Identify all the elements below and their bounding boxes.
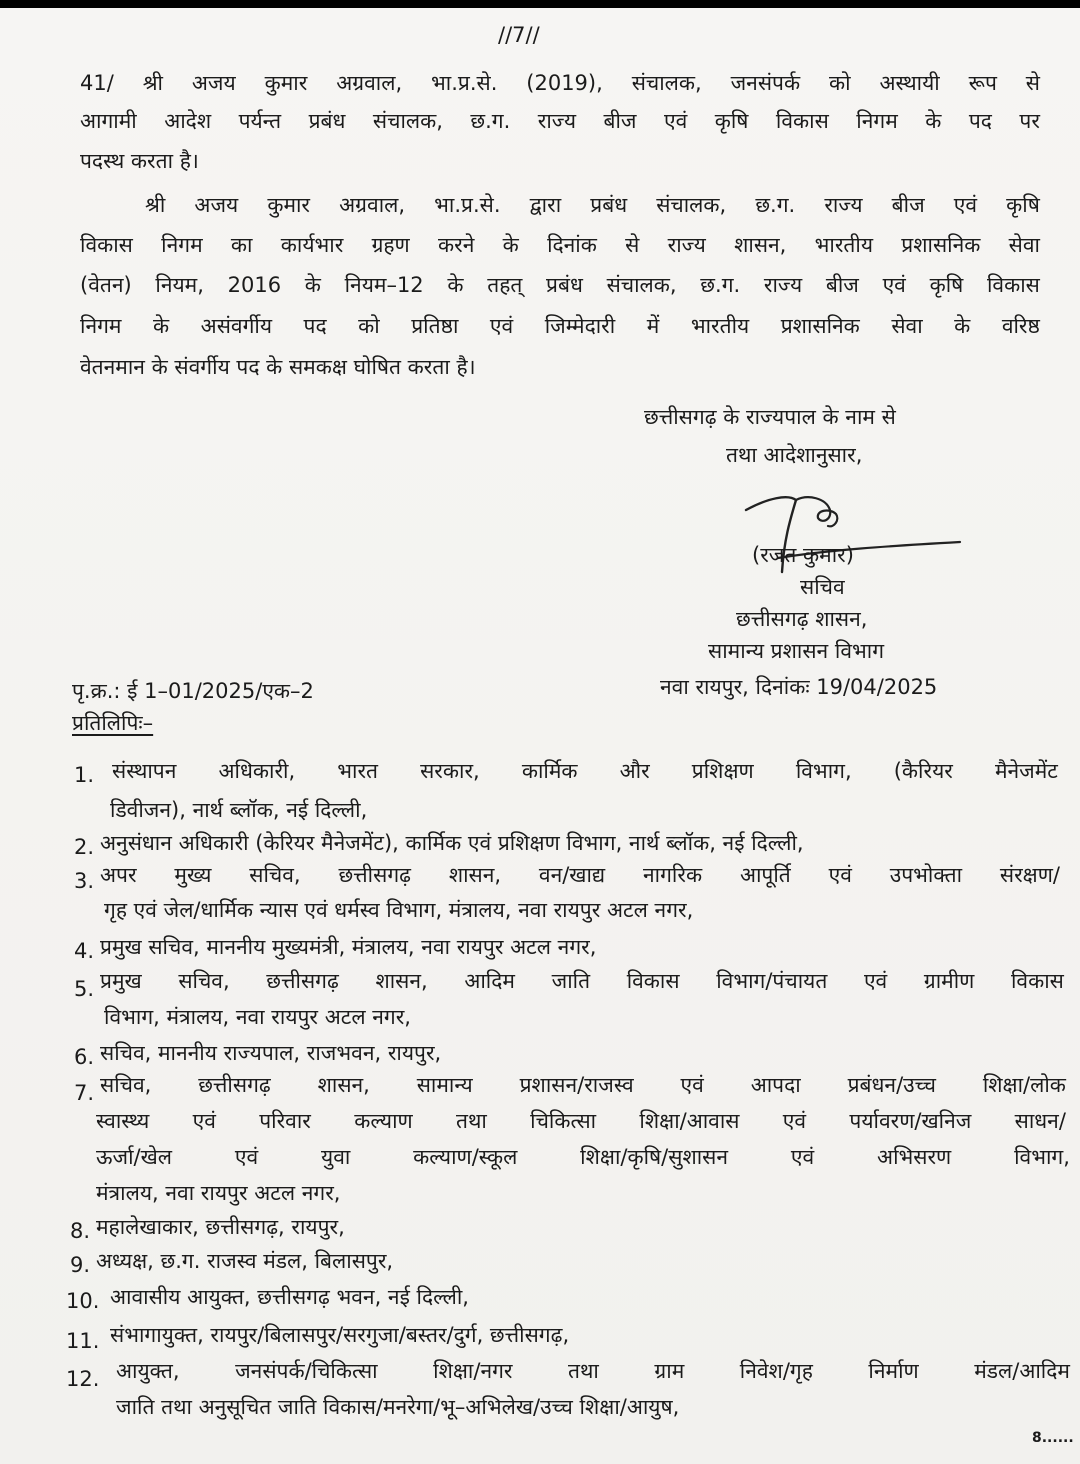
word: राज्य <box>667 233 706 257</box>
para2-line1 <box>145 190 1040 220</box>
word: निगम <box>161 233 203 257</box>
word: भारतीय <box>690 314 750 338</box>
word: श्री <box>142 71 163 95</box>
word: का <box>230 233 253 257</box>
word: निगम <box>856 109 898 133</box>
word: सचिव, <box>249 863 301 887</box>
word: शिक्षा/नगर <box>433 1359 513 1383</box>
word: वरिष्ठ <box>1001 314 1040 338</box>
word: के <box>153 314 170 338</box>
signature-scribble <box>738 480 968 590</box>
word: प्रबंधन/उच्च <box>847 1073 936 1097</box>
word: राज्य <box>537 109 577 133</box>
word: कार्मिक <box>521 759 578 783</box>
para2-line4 <box>80 311 1040 341</box>
word: संचालक, <box>631 71 702 95</box>
word: और <box>619 759 650 783</box>
word: चिकित्सा <box>530 1109 597 1133</box>
word: विकास <box>1010 969 1064 993</box>
word: निर्माण <box>868 1359 919 1383</box>
item7-line4: मंत्रालय, नवा रायपुर अटल नगर, <box>96 1181 341 1205</box>
word: भारत <box>337 759 379 783</box>
word: निगम <box>80 314 122 338</box>
item2-number: 2. <box>74 835 95 859</box>
word: सचिव, <box>100 1073 152 1097</box>
word: (कैरियर <box>893 759 953 783</box>
word: कुमार <box>267 193 311 217</box>
word: नियम, <box>155 273 204 297</box>
word: आपूर्ति <box>739 863 791 887</box>
word: तथा <box>568 1359 599 1383</box>
word: (वेतन) <box>80 273 132 297</box>
word: (2019), <box>526 71 603 95</box>
word: कल्याण/स्कूल <box>413 1145 518 1169</box>
para1-line1 <box>80 68 1040 98</box>
word: एवं <box>828 863 852 887</box>
word: नियम–12 <box>344 273 424 297</box>
item7-line2 <box>96 1106 1066 1136</box>
word: जनसंपर्क <box>730 71 801 95</box>
item5-line2: विभाग, मंत्रालय, नवा रायपुर अटल नगर, <box>104 1005 411 1029</box>
page-marker: //7// <box>498 23 540 47</box>
word: के <box>502 233 519 257</box>
word: प्रशासनिक <box>901 233 981 257</box>
word: अपर <box>100 863 137 887</box>
word: करने <box>438 233 475 257</box>
word: शिक्षा/आवास <box>639 1109 740 1133</box>
word: मैनेजमेंट <box>994 759 1058 783</box>
word: अग्रवाल, <box>339 193 406 217</box>
item9-number: 9. <box>70 1253 91 1277</box>
word: विभाग/पंचायत <box>716 969 828 993</box>
word: प्रशिक्षण <box>691 759 754 783</box>
word: पद <box>303 314 327 338</box>
word: से <box>625 233 640 257</box>
item11-number: 11. <box>66 1329 100 1353</box>
item3-line2: गृह एवं जेल/धार्मिक न्यास एवं धर्मस्व विभाग, मंत्रालय, नवा रायपुर अटल नगर, <box>104 898 694 922</box>
word: 41/ <box>80 71 114 95</box>
word: एवं <box>790 1145 815 1169</box>
item12-line1 <box>116 1356 1070 1386</box>
item11-line1: संभागायुक्त, रायपुर/बिलासपुर/सरगुजा/बस्तर/दुर्ग, छत्तीसगढ़, <box>110 1323 570 1347</box>
word: छ.ग. <box>470 109 511 133</box>
word: आयुक्त, <box>116 1359 180 1383</box>
word: एवं <box>953 193 978 217</box>
word: छत्तीसगढ़ <box>266 969 339 993</box>
word: आदेश <box>164 109 212 133</box>
word: आगामी <box>80 109 137 133</box>
word: परिवार <box>259 1109 311 1133</box>
item2-line1: अनुसंधान अधिकारी (केरियर मैनेजमेंट), कार्मिक एवं प्रशिक्षण विभाग, नार्थ ब्लॉक, नई दिल्ली, <box>100 831 804 855</box>
word: पद <box>968 109 992 133</box>
word: जाति <box>551 969 591 993</box>
word: युवा <box>321 1145 351 1169</box>
word: के <box>304 273 321 297</box>
word: छ.ग. <box>700 273 741 297</box>
signatory-name: (रजत कुमार) <box>752 543 854 567</box>
word: के <box>447 273 464 297</box>
word: राज्य <box>763 273 803 297</box>
word: छत्तीसगढ़ <box>198 1073 271 1097</box>
item4-line1: प्रमुख सचिव, माननीय मुख्यमंत्री, मंत्रालय, नवा रायपुर अटल नगर, <box>100 935 597 959</box>
word: विकास <box>986 273 1040 297</box>
word: ग्राम <box>654 1359 685 1383</box>
word: आपदा <box>750 1073 801 1097</box>
word: एवं <box>882 273 906 297</box>
word: संचालक, <box>656 193 727 217</box>
reference-place-date: नवा रायपुर, दिनांकः 19/04/2025 <box>660 675 938 699</box>
word: सामान्य <box>416 1073 473 1097</box>
para2-line2 <box>80 230 1040 260</box>
word: के <box>925 109 942 133</box>
item4-number: 4. <box>74 939 95 963</box>
para2-line3 <box>80 270 1040 300</box>
word: आदिम <box>464 969 515 993</box>
word: बीज <box>603 109 637 133</box>
word: से <box>1025 71 1040 95</box>
next-page-indicator: 8...... <box>1032 1430 1074 1446</box>
item3-number: 3. <box>74 869 95 893</box>
word: एवं <box>782 1109 807 1133</box>
word: शिक्षा/लोक <box>982 1073 1066 1097</box>
word: अग्रवाल, <box>336 71 403 95</box>
item9-line1: अध्यक्ष, छ.ग. राजस्व मंडल, बिलासपुर, <box>96 1249 394 1273</box>
word: सेवा <box>891 314 923 338</box>
word: विकास <box>775 109 829 133</box>
word: कुमार <box>264 71 308 95</box>
word: कल्याण <box>354 1109 413 1133</box>
top-black-bar <box>0 0 1080 8</box>
word: विकास <box>80 233 133 257</box>
signatory-department: सामान्य प्रशासन विभाग <box>708 639 885 663</box>
word: पर्यन्त <box>238 109 282 133</box>
word: संरक्षण/ <box>999 863 1060 887</box>
word: प्रबंध <box>546 273 583 297</box>
word: विभाग, <box>795 759 852 783</box>
word: ऊर्जा/खेल <box>96 1145 172 1169</box>
word: पर <box>1019 109 1040 133</box>
item7-line1 <box>100 1070 1066 1100</box>
word: एवं <box>663 109 688 133</box>
word: शासन, <box>734 233 787 257</box>
word: सरकार, <box>420 759 480 783</box>
word: प्रबंध <box>308 109 346 133</box>
word: अधिकारी, <box>218 759 296 783</box>
word: छ.ग. <box>755 193 796 217</box>
item7-line3 <box>96 1142 1070 1172</box>
word: एवं <box>680 1073 704 1097</box>
item1-line1 <box>112 756 1058 786</box>
word: उपभोक्ता <box>889 863 963 887</box>
word: एवं <box>192 1109 216 1133</box>
word: श्री <box>145 193 166 217</box>
signatory-office: छत्तीसगढ़ शासन, <box>736 607 868 631</box>
word: भा.प्र.से. <box>431 71 498 95</box>
item10-number: 10. <box>66 1289 100 1313</box>
item7-number: 7. <box>74 1081 95 1105</box>
word: संचालक, <box>606 273 677 297</box>
word: मंडल/आदिम <box>974 1359 1070 1383</box>
word: प्रतिष्ठा <box>411 314 459 338</box>
item3-line1 <box>100 860 1060 890</box>
word: संचालक, <box>372 109 443 133</box>
word: शासन, <box>317 1073 370 1097</box>
word: सचिव, <box>178 969 230 993</box>
word: राज्य <box>824 193 863 217</box>
copy-heading: प्रतिलिपिः– <box>72 711 154 735</box>
item12-line2: जाति तथा अनुसूचित जाति विकास/मनरेगा/भू–अभिलेख/उच्च शिक्षा/आयुष, <box>116 1395 680 1419</box>
authority-line1: छत्तीसगढ़ के राज्यपाल के नाम से <box>644 405 896 429</box>
word: असंवर्गीय <box>200 314 273 338</box>
word: तहत् <box>487 273 523 297</box>
word: को <box>828 71 851 95</box>
word: विकास <box>626 969 680 993</box>
item8-line1: महालेखाकार, छत्तीसगढ़, रायपुर, <box>96 1215 345 1239</box>
word: सेवा <box>1008 233 1040 257</box>
word: के <box>954 314 971 338</box>
word: एवं <box>863 969 888 993</box>
word: बीज <box>825 273 859 297</box>
word: बीज <box>891 193 925 217</box>
word: अस्थायी <box>879 71 940 95</box>
word: रूप <box>968 71 997 95</box>
word: भा.प्र.से. <box>434 193 501 217</box>
word: अजय <box>191 71 236 95</box>
word: नागरिक <box>643 863 703 887</box>
word: शासन, <box>375 969 428 993</box>
item10-line1: आवासीय आयुक्त, छत्तीसगढ़ भवन, नई दिल्ली, <box>110 1285 469 1309</box>
word: दिनांक <box>547 233 597 257</box>
word: स्वास्थ्य <box>96 1109 150 1133</box>
item6-number: 6. <box>74 1045 95 1069</box>
item1-number: 1. <box>74 763 95 787</box>
word: संस्थापन <box>112 759 177 783</box>
word: कार्यभार <box>280 233 344 257</box>
word: को <box>358 314 380 338</box>
word: शिक्षा/कृषि/सुशासन <box>580 1145 729 1169</box>
word: निवेश/गृह <box>739 1359 813 1383</box>
word: प्रमुख <box>100 969 142 993</box>
word: में <box>646 314 660 338</box>
item8-number: 8. <box>70 1219 91 1243</box>
word: एवं <box>234 1145 259 1169</box>
word: कृषि <box>714 109 749 133</box>
para1-line2 <box>80 106 1040 136</box>
word: साधन/ <box>1014 1109 1066 1133</box>
word: तथा <box>456 1109 487 1133</box>
word: प्रशासन/राजस्व <box>519 1073 634 1097</box>
word: 2016 <box>227 273 282 297</box>
signatory-designation: सचिव <box>800 575 845 599</box>
word: मुख्य <box>174 863 212 887</box>
word: छत्तीसगढ़ <box>338 863 411 887</box>
item5-line1 <box>100 966 1064 996</box>
para1-line3: पदस्थ करता है। <box>80 149 199 173</box>
para2-line5: वेतनमान के संवर्गीय पद के समकक्ष घोषित करता है। <box>80 355 476 379</box>
word: कृषि <box>1006 193 1040 217</box>
item12-number: 12. <box>66 1367 100 1391</box>
word: विभाग, <box>1014 1145 1070 1169</box>
word: वन/खाद्य <box>538 863 606 887</box>
word: अभिसरण <box>877 1145 952 1169</box>
item1-line2: डिवीजन), नार्थ ब्लॉक, नई दिल्ली, <box>110 798 368 822</box>
word: ग्रहण <box>371 233 410 257</box>
word: जनसंपर्क/चिकित्सा <box>235 1359 378 1383</box>
word: अजय <box>194 193 239 217</box>
item6-line1: सचिव, माननीय राज्यपाल, राजभवन, रायपुर, <box>100 1041 442 1065</box>
word: भारतीय <box>814 233 874 257</box>
word: कृषि <box>929 273 964 297</box>
word: ग्रामीण <box>923 969 975 993</box>
word: जिम्मेदारी <box>544 314 616 338</box>
word: एवं <box>489 314 514 338</box>
reference-number: पृ.क्र.: ई 1–01/2025/एक–2 <box>72 679 314 703</box>
item5-number: 5. <box>74 977 95 1001</box>
word: प्रबंध <box>590 193 628 217</box>
word: पर्यावरण/खनिज <box>849 1109 972 1133</box>
authority-line2: तथा आदेशानुसार, <box>726 443 863 467</box>
word: द्वारा <box>529 193 562 217</box>
word: प्रशासनिक <box>780 314 860 338</box>
word: शासन, <box>448 863 502 887</box>
